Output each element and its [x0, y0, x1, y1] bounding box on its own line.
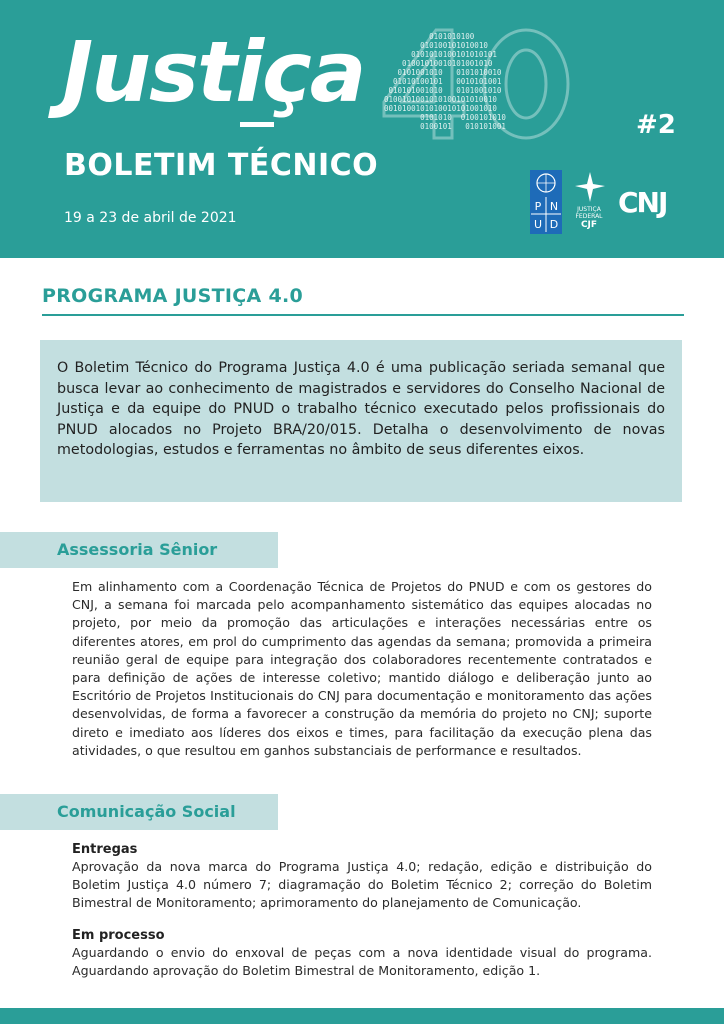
entregas-body: Aprovação da nova marca do Programa Justiça 4.0; redação, edição e distribuição do Boletim Justiça 4.0 número 7; diagramação do Boletim Técnico 2; correção do Boletim Bimestral de Monitoramento; aprimoramento do planejamento de Comunicação. [72, 859, 652, 911]
section-heading-assessoria: Assessoria Sênior [0, 532, 278, 568]
program-title-divider [42, 314, 684, 316]
header-banner [0, 0, 724, 258]
issue-number: #2 [636, 110, 676, 140]
bulletin-title: BOLETIM TÉCNICO [64, 148, 379, 183]
section-heading-comunicacao: Comunicação Social [0, 794, 278, 830]
logo-underline [240, 122, 274, 127]
justica-logo-text: Justiça [62, 23, 365, 121]
binary-pattern: 0101010100 010100101010010 0101010100101010101 01001010010101001010 0101001010 0101010010 01010100101 0010101001 010101001010 0101001010 0100101001010100101010010 0010100101010010101001010 0101010 0100101010 0100101 010101001 [384, 32, 506, 131]
cnj-logo: CNJ [618, 186, 667, 219]
svg-text:N: N [549, 200, 559, 213]
assessoria-body: Em alinhamento com a Coordenação Técnica de Projetos do PNUD e com os gestores do CNJ, a semana foi marcada pelo acompanhamento sistemático das equipes alocadas no projeto, por meio da promoção das articulações e interações necessárias entre os diferentes atores, em prol do cumprimento das agendas da semana; promovida a primeira reunião geral de equipe para integração dos colaboradores recentemente contratados e para definição de ações de interesse coletivo; mantido diálogo e deliberação junto ao Escritório de Projetos Institucionais do CNJ para documentação e monitoramento das ações desenvolvidas, de forma a favorecer a construção da memória do projeto no CNJ; suporte direto e imediato aos líderes dos eixos e times, para facilitação da execução plena das atividades, o que resultou em ganhos substanciais de performance e resultados. [72, 579, 652, 758]
bulletin-date: 19 a 23 de abril de 2021 [64, 210, 237, 226]
pnud-logo-icon [530, 170, 562, 234]
svg-text:P: P [534, 200, 542, 213]
cjf-logo-text: JUSTIÇA FEDERAL [575, 206, 603, 220]
entregas-heading: Entregas [72, 842, 138, 857]
em-processo-body: Aguardando o envio do enxoval de peças com a nova identidade visual do programa. Aguardando aprovação do Boletim Bimestral de Monitoramento, edição 1. [72, 945, 652, 979]
cjf-logo-short: CJF [580, 220, 598, 230]
footer-bar [0, 1008, 724, 1024]
em-processo-heading: Em processo [72, 928, 165, 943]
program-intro-box: O Boletim Técnico do Programa Justiça 4.0 é uma publicação seriada semanal que busca levar ao conhecimento de magistrados e servidores do Conselho Nacional de Justiça e da equipe do PNUD o trabalho técnico executado pelos profissionais do PNUD alocados no Projeto BRA/20/015. Detalha o desenvolvimento de novas metodologias, estudos e ferramentas no âmbito de seus diferentes eixos. [40, 340, 682, 502]
program-title: PROGRAMA JUSTIÇA 4.0 [42, 285, 303, 307]
svg-text:U: U [533, 218, 543, 231]
svg-text:D: D [549, 218, 559, 231]
